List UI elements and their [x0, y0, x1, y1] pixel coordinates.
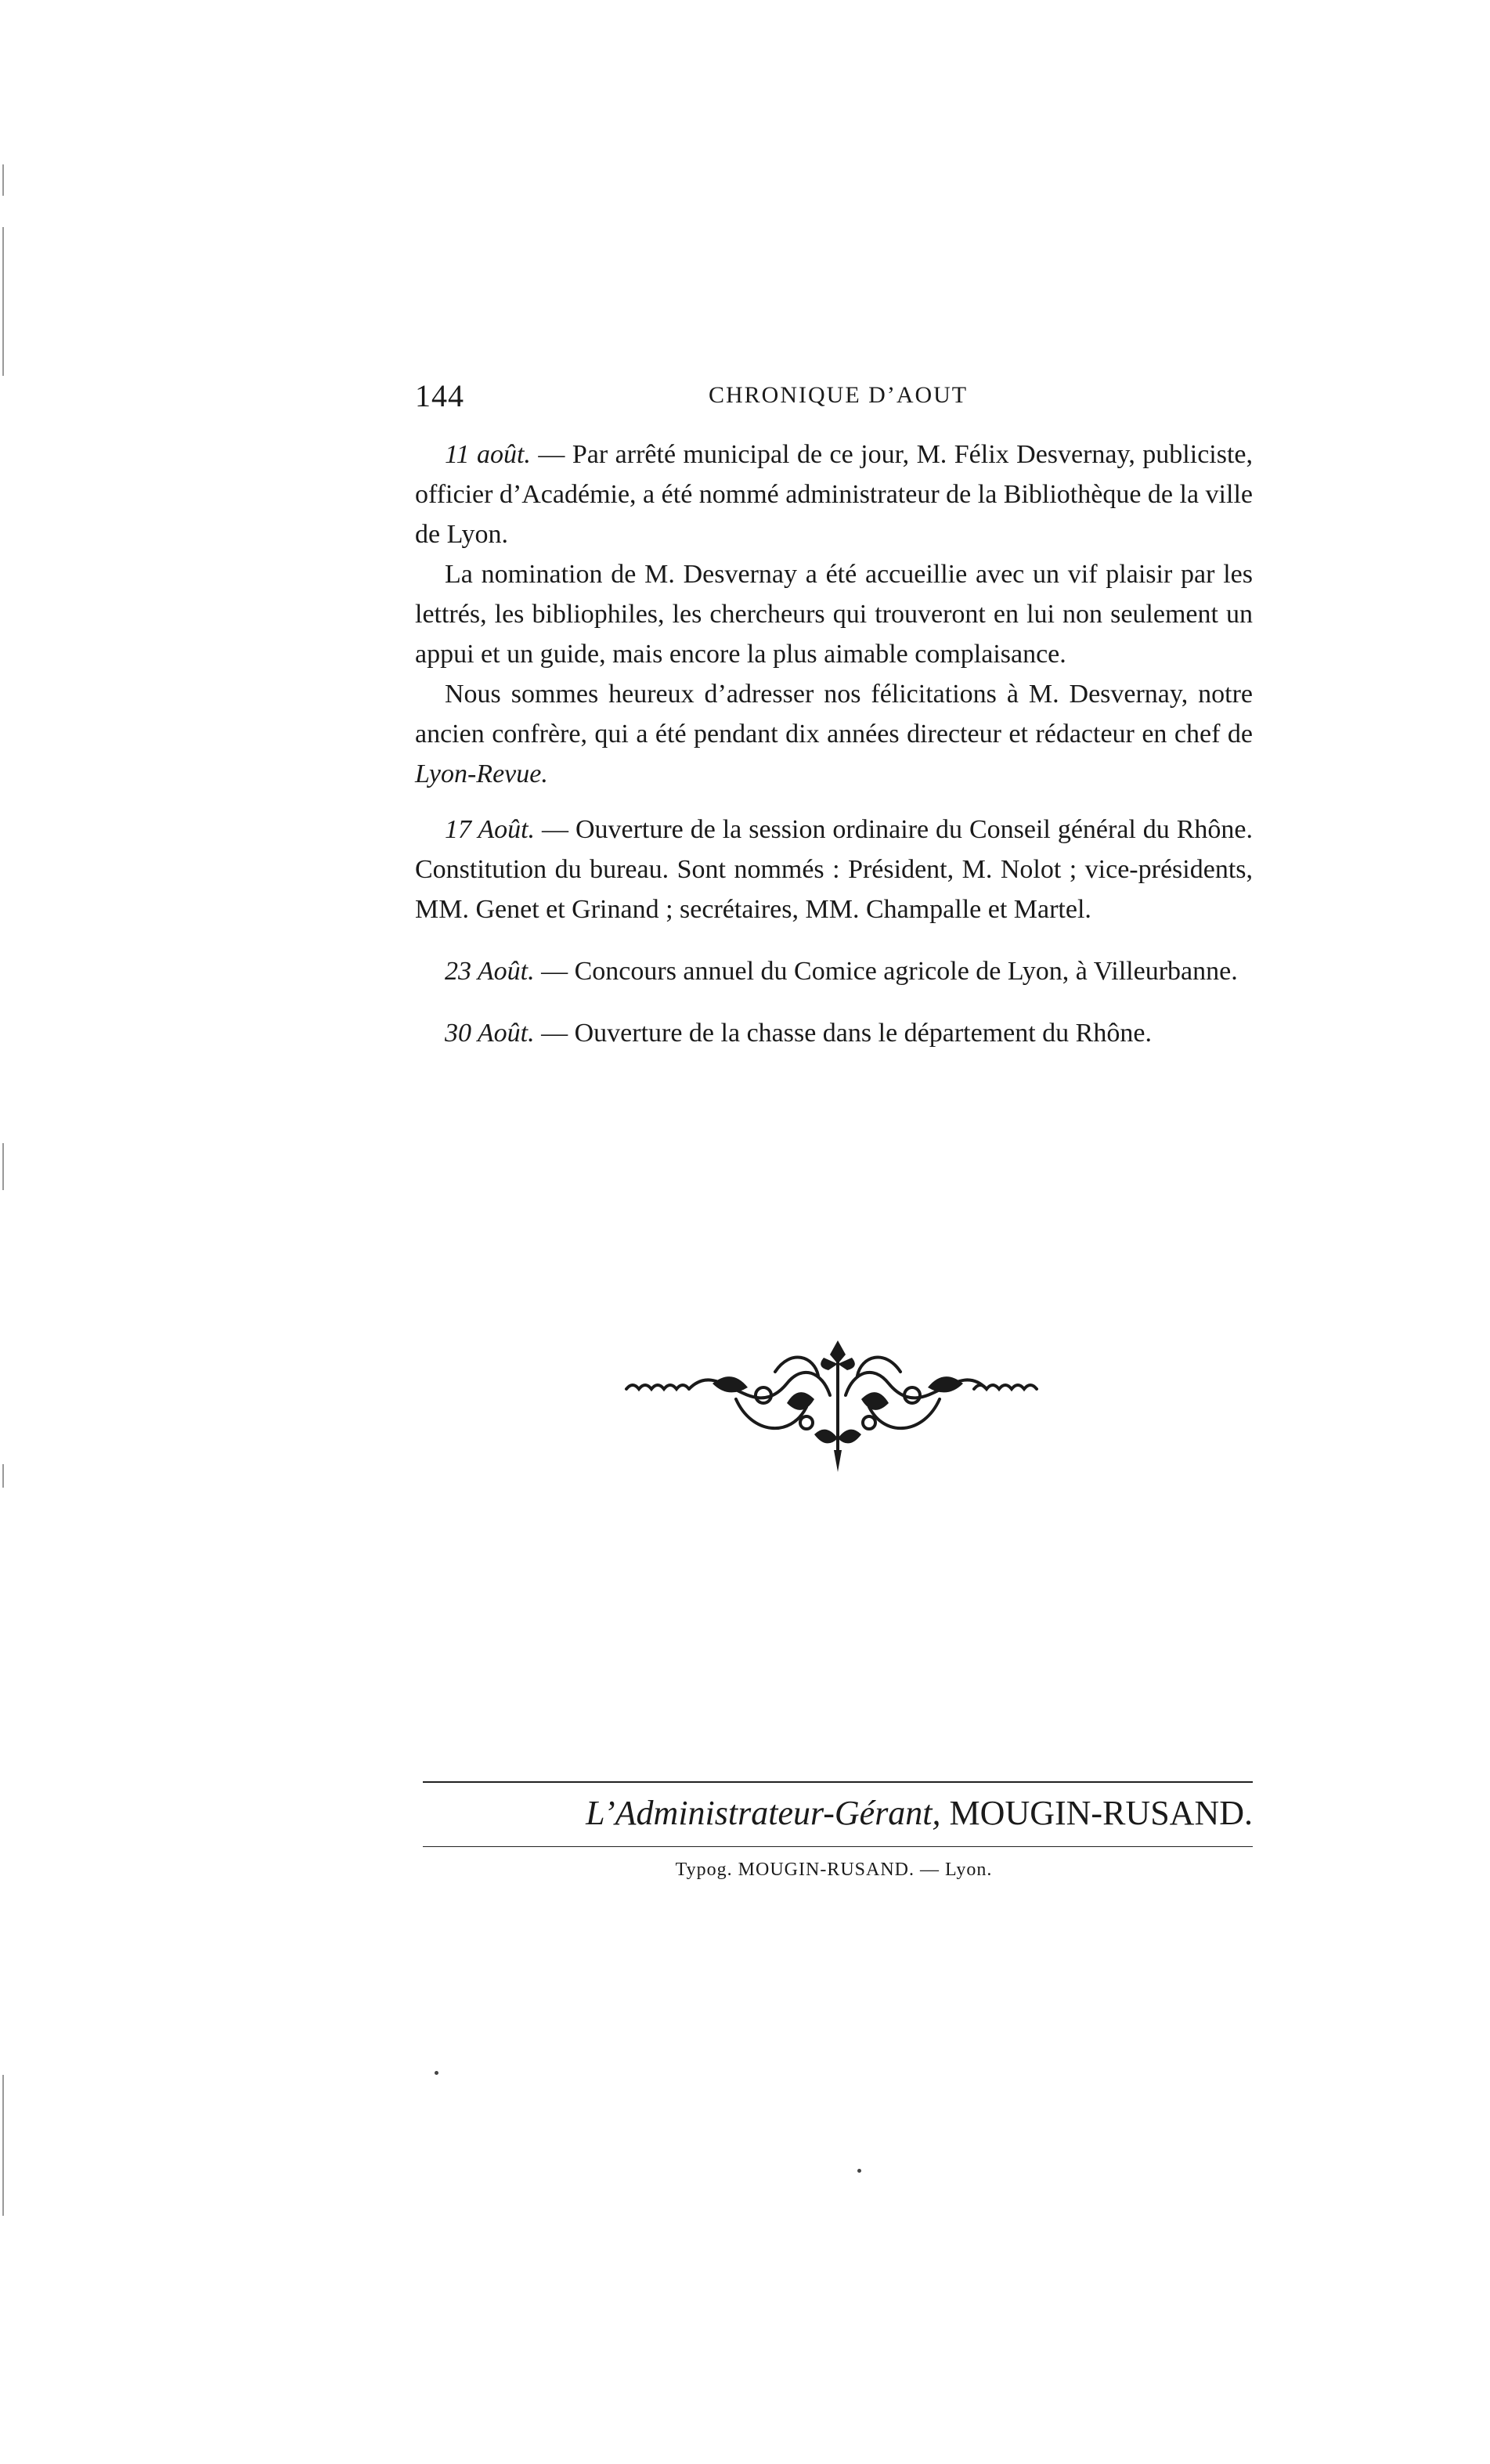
entry-text: — Ouverture de la session ordinaire du Conseil général du Rhône. Constitution du bureau. Sont nommés : Président, M. Nolot ; vice-présidents, MM. Genet et Grinand ; secrétaires, MM. Champalle et Martel.	[415, 815, 1254, 924]
running-title: CHRONIQUE D’AOUT	[709, 382, 969, 408]
scan-speck	[857, 2169, 861, 2173]
scan-edge-mark	[2, 1143, 4, 1190]
page-header	[415, 377, 1253, 415]
entry-17-aout	[415, 810, 1253, 929]
entry-paragraph	[415, 674, 1253, 794]
scan-edge-mark	[2, 1464, 4, 1488]
entry-date: 23 Août.	[445, 957, 535, 986]
scan-edge-mark	[2, 2075, 4, 2216]
entry-date: 30 Août.	[445, 1019, 535, 1048]
signature-role: L’Administrateur-Gérant,	[586, 1794, 941, 1832]
journal-title: Lyon-Revue.	[415, 759, 548, 788]
signature	[415, 1793, 1253, 1833]
entry-paragraph: La nomination de M. Desvernay a été accueillie avec un vif plaisir par les lettrés, les bibliophiles, les chercheurs qui trouveront en lui non seulement un appui et un guide, mais encore la plus aimable complaisance.	[415, 560, 1253, 669]
chronicle-body	[415, 435, 1253, 1053]
entry-23-aout	[415, 951, 1253, 991]
entry-text: — Ouverture de la chasse dans le département du Rhône.	[541, 1019, 1152, 1048]
entry-30-aout	[415, 1013, 1253, 1053]
entry-date: 17 Août.	[445, 815, 536, 844]
entry-date: 11 août.	[445, 440, 531, 469]
scan-edge-mark	[2, 164, 4, 196]
scan-speck	[435, 2071, 438, 2075]
page-number: 144	[415, 378, 464, 413]
bottom-rule	[423, 1846, 1253, 1847]
entry-text: — Concours annuel du Comice agricole de Lyon, à Villeurbanne.	[541, 957, 1238, 986]
entry-11-aout	[415, 435, 1253, 554]
signature-name: MOUGIN-RUSAND.	[949, 1794, 1253, 1832]
printer-imprint: Typog. MOUGIN-RUSAND. — Lyon.	[675, 1860, 993, 1880]
fleuron-ornament-icon	[619, 1340, 1057, 1474]
entry-text: — Par arrêté municipal de ce jour, M. Félix Desvernay, publiciste, officier d’Académie, a été nommé administrateur de la Bibliothèque de la ville de Lyon.	[415, 440, 1253, 549]
entry-text: Nous sommes heureux d’adresser nos félicitations à M. Desvernay, notre ancien confrère, qui a été pendant dix années directeur et rédacteur en chef de	[415, 680, 1253, 749]
top-rule	[423, 1781, 1253, 1783]
scan-edge-mark	[2, 227, 4, 376]
